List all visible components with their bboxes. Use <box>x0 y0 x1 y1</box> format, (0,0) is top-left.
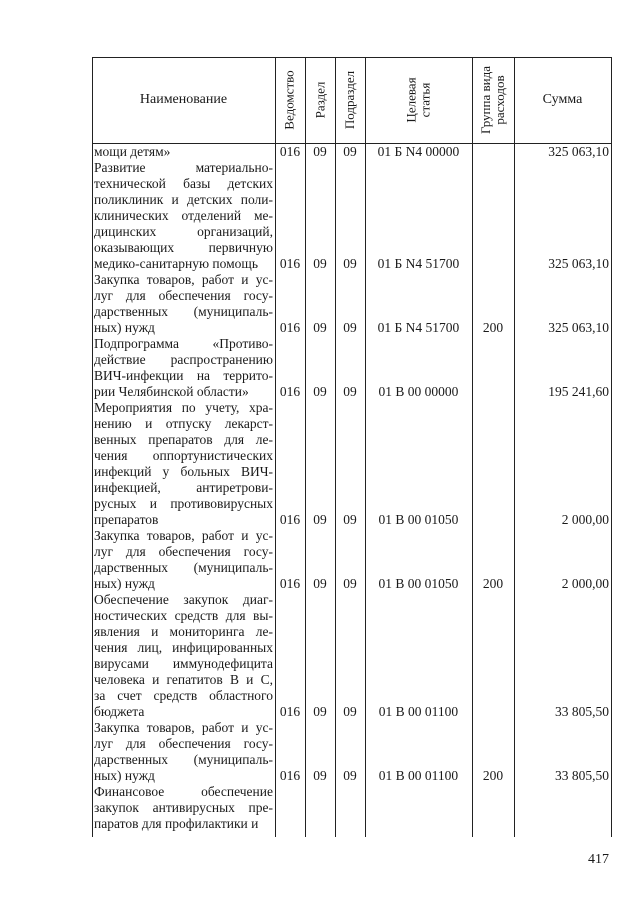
cell-celevaya: 01 В 00 01100 <box>378 704 459 719</box>
cell-podrazdel: 09 <box>343 384 357 399</box>
row-name-line: действие распространению <box>94 352 273 367</box>
header-gruppa-label <box>479 66 507 134</box>
cell-summa: 33 805,50 <box>555 704 609 719</box>
row-name-line: поликлиник и детских поли- <box>94 192 273 207</box>
cell-podrazdel: 09 <box>343 704 357 719</box>
col-divider <box>275 57 276 837</box>
row-name-line: Закупка товаров, работ и ус- <box>94 272 273 287</box>
cell-razdel: 09 <box>313 576 327 591</box>
cell-razdel: 09 <box>313 704 327 719</box>
row-name-line: ВИЧ-инфекции на террито- <box>94 368 273 383</box>
col-divider <box>365 57 366 837</box>
cell-summa: 195 241,60 <box>548 384 609 399</box>
cell-celevaya: 01 Б N4 51700 <box>377 320 460 335</box>
col-divider <box>472 57 473 837</box>
cell-celevaya: 01 В 00 01050 <box>378 576 459 591</box>
cell-gruppa: 200 <box>482 320 504 335</box>
row-name-line: луг для обеспечения госу- <box>94 736 273 751</box>
row-name-line: оказывающих первичную <box>94 240 273 255</box>
cell-summa: 325 063,10 <box>548 320 609 335</box>
page-number: 417 <box>588 852 609 867</box>
cell-summa: 2 000,00 <box>561 576 609 591</box>
header-razdel-label: Раздел <box>312 81 327 119</box>
col-divider <box>335 57 336 837</box>
row-name-line: человека и гепатитов В и С, <box>94 672 273 687</box>
cell-podrazdel: 09 <box>343 576 357 591</box>
header-vedomstvo-label: Ведомство <box>282 70 297 130</box>
row-name-line: чения лиц, инфицированных <box>94 640 273 655</box>
header-podrazdel <box>335 57 365 143</box>
cell-razdel: 09 <box>313 144 327 159</box>
row-name-line: дарственных (муниципаль- <box>94 560 273 575</box>
header-gruppa <box>472 57 514 143</box>
cell-vedomstvo: 016 <box>279 384 301 399</box>
header-gruppa-line: Группа вида <box>478 66 494 134</box>
row-name-line: дарственных (муниципаль- <box>94 752 273 767</box>
row-name-line: луг для обеспечения госу- <box>94 288 273 303</box>
row-name-line: инфекцией, антиретрови- <box>94 480 273 495</box>
cell-razdel: 09 <box>313 512 327 527</box>
cell-podrazdel: 09 <box>343 320 357 335</box>
cell-celevaya: 01 В 00 00000 <box>378 384 459 399</box>
cell-summa: 325 063,10 <box>548 256 609 271</box>
budget-table <box>92 57 611 837</box>
header-name: Наименование <box>139 92 228 107</box>
cell-summa: 2 000,00 <box>561 512 609 527</box>
cell-celevaya: 01 В 00 01100 <box>378 768 459 783</box>
header-celevaya <box>365 57 472 143</box>
row-name-line: Закупка товаров, работ и ус- <box>94 528 273 543</box>
header-gruppa-line: расходов <box>492 75 508 125</box>
header-celevaya-label <box>404 77 432 122</box>
header-podrazdel-label: Подраздел <box>342 70 358 130</box>
row-name-line: за счет средств областного <box>94 688 273 703</box>
row-name-line: венных препаратов для ле- <box>94 432 273 447</box>
cell-gruppa: 200 <box>482 576 504 591</box>
cell-podrazdel: 09 <box>343 768 357 783</box>
row-name-line: дарственных (муниципаль- <box>94 304 273 319</box>
cell-summa: 33 805,50 <box>555 768 609 783</box>
cell-razdel: 09 <box>313 256 327 271</box>
cell-razdel: 09 <box>313 768 327 783</box>
row-name-line: ных) нужд <box>94 768 155 783</box>
row-name-line: вирусами иммунодефицита <box>94 656 273 671</box>
row-name-line: явления и мониторинга ле- <box>94 624 273 639</box>
table-border-left <box>92 57 93 837</box>
row-name-line: нению и отпуску лекарст- <box>94 416 273 431</box>
cell-celevaya: 01 Б N4 00000 <box>377 144 460 159</box>
header-razdel <box>305 57 335 143</box>
row-name-line: дицинских организаций, <box>94 224 273 239</box>
header-vedomstvo <box>275 57 305 143</box>
row-name-line: ностических средств для вы- <box>94 608 273 623</box>
header-celevaya-line: статья <box>417 82 433 118</box>
row-name-line: инфекций у больных ВИЧ- <box>94 464 273 479</box>
row-name-line: препаратов <box>94 512 159 527</box>
cell-gruppa: 200 <box>482 768 504 783</box>
row-name-line: чения оппортунистических <box>94 448 273 463</box>
table-border-right <box>611 57 612 837</box>
cell-vedomstvo: 016 <box>279 704 301 719</box>
row-name-line: клинических отделений ме- <box>94 208 273 223</box>
row-name-line: Закупка товаров, работ и ус- <box>94 720 273 735</box>
cell-podrazdel: 09 <box>343 256 357 271</box>
col-divider <box>305 57 306 837</box>
row-name-line: мощи детям» <box>94 144 171 159</box>
row-name-line: Развитие материально- <box>94 160 273 175</box>
row-name-line: ных) нужд <box>94 320 155 335</box>
cell-vedomstvo: 016 <box>279 320 301 335</box>
col-divider <box>514 57 515 837</box>
row-name-line: ных) нужд <box>94 576 155 591</box>
cell-vedomstvo: 016 <box>279 576 301 591</box>
cell-razdel: 09 <box>313 384 327 399</box>
row-name-line: бюджета <box>94 704 145 719</box>
row-name-line: Финансовое обеспечение <box>94 784 273 799</box>
cell-summa: 325 063,10 <box>548 144 609 159</box>
cell-celevaya: 01 В 00 01050 <box>378 512 459 527</box>
header-summa: Сумма <box>542 92 583 107</box>
cell-podrazdel: 09 <box>343 144 357 159</box>
cell-celevaya: 01 Б N4 51700 <box>377 256 460 271</box>
row-name-line: луг для обеспечения госу- <box>94 544 273 559</box>
row-name-line: рии Челябинской области» <box>94 384 249 399</box>
row-name-line: паратов для профилактики и <box>94 816 259 831</box>
row-name-line: Подпрограмма «Противо- <box>94 336 273 351</box>
row-name-line: Мероприятия по учету, хра- <box>94 400 273 415</box>
cell-podrazdel: 09 <box>343 512 357 527</box>
cell-vedomstvo: 016 <box>279 144 301 159</box>
cell-vedomstvo: 016 <box>279 768 301 783</box>
row-name-line: технической базы детских <box>94 176 273 191</box>
cell-razdel: 09 <box>313 320 327 335</box>
header-celevaya-line: Целевая <box>403 77 419 123</box>
row-name-line: медико-санитарную помощь <box>94 256 258 271</box>
row-name-line: русных и противовирусных <box>94 496 273 511</box>
row-name-line: закупок антивирусных пре- <box>94 800 273 815</box>
row-name-line: Обеспечение закупок диаг- <box>94 592 273 607</box>
cell-vedomstvo: 016 <box>279 512 301 527</box>
cell-vedomstvo: 016 <box>279 256 301 271</box>
